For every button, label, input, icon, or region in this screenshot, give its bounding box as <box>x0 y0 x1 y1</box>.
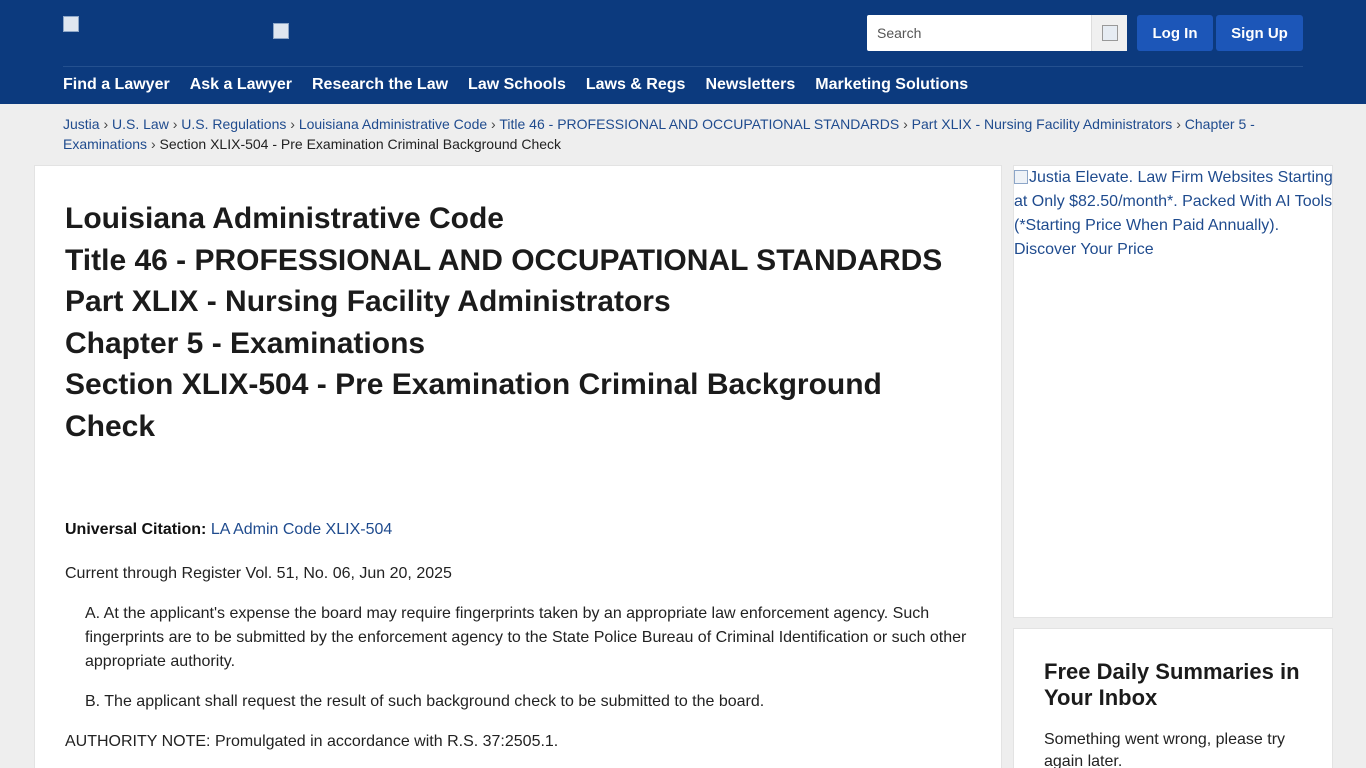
nav-laws-and-regs[interactable]: Laws & Regs <box>585 76 686 93</box>
ad-link[interactable] <box>1014 166 1334 262</box>
title-section: Section XLIX-504 - Pre Examination Criminal Background Check <box>65 368 882 443</box>
sidebar-ad <box>1013 165 1333 618</box>
universal-citation <box>65 520 392 540</box>
newsletter-signup <box>1013 628 1333 768</box>
title-chapter: Chapter 5 - Examinations <box>65 326 426 360</box>
broken-image-icon <box>1014 170 1028 184</box>
nav-ask-a-lawyer[interactable]: Ask a Lawyer <box>189 76 292 93</box>
search-button[interactable] <box>1091 15 1127 51</box>
breadcrumb-separator: › <box>103 116 109 132</box>
paragraph-a: A. At the applicant's expense the board may require fingerprints taken by an appropriate law enforcement agency. Such fingerprints are to be submitted by the enforcement agency to the State Police Bureau of Criminal Identification or such other appropriate authority. <box>85 605 967 670</box>
title-part: Part XLIX - Nursing Facility Administrators <box>65 285 671 319</box>
signup-button[interactable]: Sign Up <box>1216 15 1303 51</box>
breadcrumb-link[interactable]: Title 46 - PROFESSIONAL AND OCCUPATIONAL STANDARDS <box>499 116 900 132</box>
breadcrumb-link[interactable]: U.S. Regulations <box>181 116 287 132</box>
breadcrumb-link[interactable]: Justia <box>63 116 100 132</box>
breadcrumb-separator: › <box>172 116 178 132</box>
page-title <box>65 198 965 448</box>
header-divider <box>63 66 1303 67</box>
ad-alt-text: Justia Elevate. Law Firm Websites Starting at Only $82.50/month*. Packed With AI Tools (*Starting Price When Paid Annually). Discover Your Price <box>1014 169 1333 258</box>
nav-law-schools[interactable]: Law Schools <box>468 76 566 93</box>
breadcrumb-link[interactable]: U.S. Law <box>112 116 169 132</box>
main-content <box>34 165 1002 768</box>
newsletter-title: Free Daily Summaries in Your Inbox <box>1044 659 1300 710</box>
authority-note: AUTHORITY NOTE: Promulgated in accordance with R.S. 37:2505.1. <box>65 733 559 750</box>
breadcrumb-separator: › <box>290 116 295 132</box>
title-code: Louisiana Administrative Code <box>65 202 504 235</box>
breadcrumb-separator: › <box>1176 116 1181 132</box>
newsletter-error-message: Something went wrong, please try again later. <box>1044 731 1286 768</box>
nav-research-the-law[interactable]: Research the Law <box>311 76 449 93</box>
breadcrumb-link[interactable]: Chapter 5 - Examinations <box>63 116 1255 152</box>
breadcrumb-separator: › <box>491 116 496 132</box>
breadcrumb-current: Section XLIX-504 - Pre Examination Criminal Background Check <box>159 136 562 152</box>
current-through: Current through Register Vol. 51, No. 06, Jun 20, 2025 <box>65 565 452 582</box>
site-header <box>0 0 1366 104</box>
breadcrumb-separator: › <box>150 136 156 152</box>
secondary-logo-broken-image[interactable] <box>273 23 289 39</box>
search-icon <box>1102 25 1118 41</box>
breadcrumb-separator: › <box>903 116 908 132</box>
search-input[interactable] <box>867 15 1091 51</box>
breadcrumb <box>63 114 1303 154</box>
title-title: Title 46 - PROFESSIONAL AND OCCUPATIONAL STANDARDS <box>65 243 943 277</box>
login-button[interactable]: Log In <box>1137 15 1213 51</box>
breadcrumb-link[interactable]: Louisiana Administrative Code <box>298 116 488 132</box>
search-box <box>867 15 1127 51</box>
nav-marketing-solutions[interactable]: Marketing Solutions <box>815 76 969 93</box>
nav-newsletters[interactable]: Newsletters <box>705 76 796 93</box>
breadcrumb-link[interactable]: Part XLIX - Nursing Facility Administrators <box>911 116 1173 132</box>
citation-link[interactable]: LA Admin Code XLIX-504 <box>210 521 393 538</box>
citation-label: Universal Citation: <box>65 521 207 538</box>
paragraph-b: B. The applicant shall request the result of such background check to be submitted to the board. <box>85 693 765 710</box>
justia-logo-broken-image[interactable] <box>63 16 79 32</box>
nav-find-a-lawyer[interactable]: Find a Lawyer <box>63 76 170 93</box>
main-nav <box>63 75 968 95</box>
